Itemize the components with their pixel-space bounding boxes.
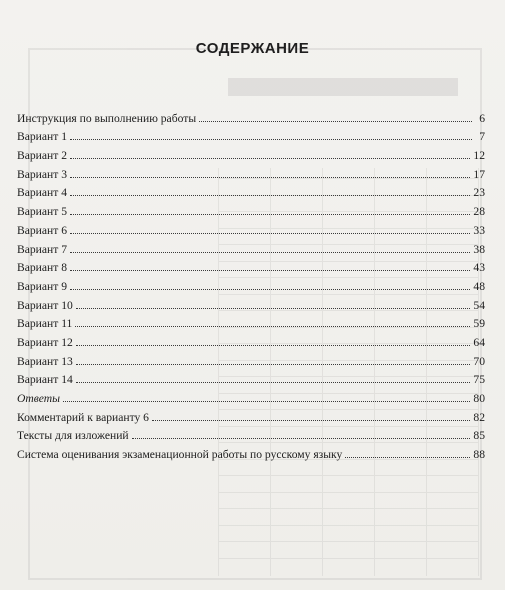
toc-entry-page-number: 23 [473,186,485,200]
toc-entry [17,349,485,368]
toc-entry-label: Вариант 9 [17,279,67,293]
toc-entry-page-number: 54 [473,298,485,312]
toc-entry-page-number: 64 [473,335,485,349]
ghost-grid-row [218,525,478,526]
toc-entry-page-number: 59 [473,317,485,331]
ghost-grid-row [218,541,478,542]
dot-leader [76,382,471,383]
toc-entry-page-number: 6 [479,111,485,125]
dot-leader [199,121,472,122]
toc-entry-page-number: 38 [473,242,485,256]
toc-entry-label: Тексты для изложений [17,429,129,443]
toc-entry-label: Вариант 3 [17,167,67,181]
toc-entry-page-number: 70 [473,354,485,368]
ghost-grid-row [218,492,478,493]
dot-leader [70,252,470,253]
toc-entry-page-number: 82 [473,410,485,424]
table-of-contents [17,106,485,461]
toc-entry-label: Вариант 14 [17,373,73,387]
toc-entry [17,442,485,461]
toc-entry-label: Вариант 7 [17,242,67,256]
toc-entry-page-number: 75 [473,373,485,387]
toc-entry [17,199,485,218]
toc-entry-page-number: 80 [473,392,485,405]
ghost-grid-row [218,558,478,559]
toc-entry-label: Вариант 10 [17,298,73,312]
toc-entry-page-number: 12 [473,149,485,163]
toc-entry-page-number: 17 [473,167,485,181]
dot-leader [70,289,470,290]
toc-entry-label: Инструкция по выполнению работы [17,111,197,125]
page-title: СОДЕРЖАНИЕ [195,40,310,57]
toc-entry-label: Комментарий к варианту 6 [17,410,149,424]
dot-leader [76,364,471,365]
toc-entry [17,330,485,349]
dot-leader [70,270,470,271]
toc-entry-label: Вариант 4 [17,186,67,200]
toc-entry [17,162,485,181]
toc-entry-page-number: 28 [473,205,485,219]
toc-entry-page-number: 7 [479,130,485,144]
dot-leader [152,420,470,421]
toc-entry-label: Ответы [17,392,60,405]
dot-leader [76,345,471,346]
toc-entry [17,293,485,312]
toc-entry [17,237,485,256]
dot-leader [76,308,471,309]
dot-leader [75,326,470,327]
toc-entry-page-number: 33 [473,223,485,237]
toc-entry [17,106,485,125]
toc-entry [17,125,485,144]
toc-entry [17,368,485,387]
toc-entry [17,218,485,237]
toc-entry-label: Вариант 13 [17,354,73,368]
toc-entry-label: Вариант 6 [17,223,67,237]
dot-leader [70,177,470,178]
dot-leader [70,158,470,159]
toc-entry [17,405,485,424]
toc-entry-page-number: 88 [473,448,485,462]
toc-entry-page-number: 48 [473,279,485,293]
toc-entry [17,256,485,275]
dot-leader [70,214,470,215]
toc-entry [17,181,485,200]
dot-leader [132,438,471,439]
ghost-grid-row [218,508,478,509]
toc-entry [17,143,485,162]
dot-leader [70,233,470,234]
toc-entry-page-number: 43 [473,261,485,275]
toc-entry [17,424,485,443]
toc-entry [17,386,485,405]
dot-leader [345,457,470,458]
toc-entry-label: Вариант 11 [17,317,73,331]
dot-leader [70,195,470,196]
toc-entry-label: Вариант 5 [17,205,67,219]
ghost-heading-bar [228,78,458,96]
toc-entry-label: Вариант 1 [17,130,67,144]
dot-leader [70,139,472,140]
toc-entry-label: Вариант 12 [17,335,73,349]
dot-leader [63,401,470,402]
toc-entry-label: Вариант 8 [17,261,67,275]
ghost-grid-row [218,475,478,476]
toc-entry-label: Вариант 2 [17,149,67,163]
toc-entry [17,274,485,293]
toc-entry [17,312,485,331]
toc-entry-label: Система оценивания экзаменационной работы по русскому языку [17,448,343,462]
toc-entry-page-number: 85 [473,429,485,443]
